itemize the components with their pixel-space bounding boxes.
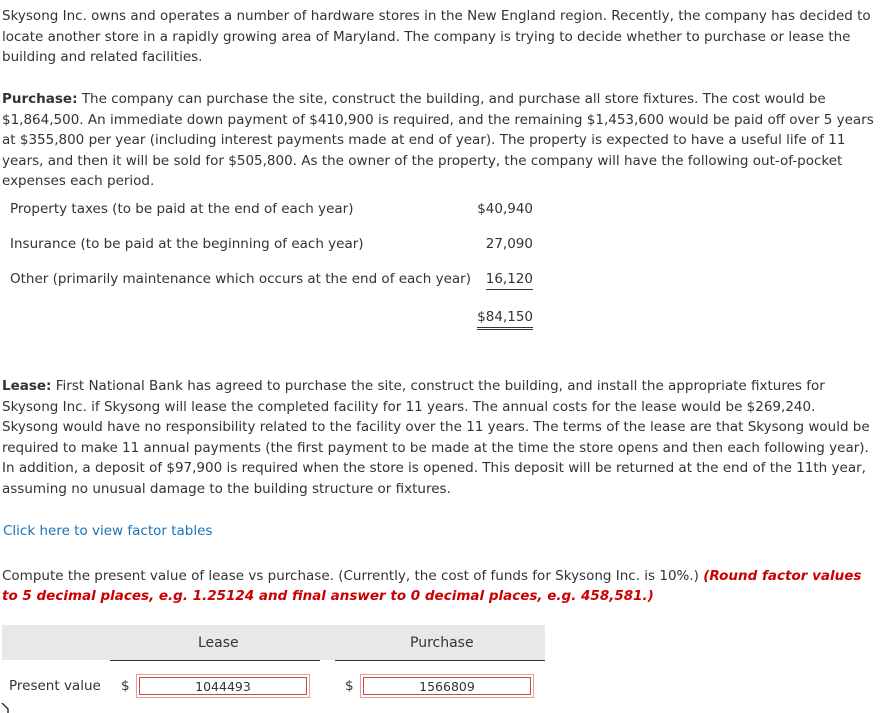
purchase-heading: Purchase: — [2, 91, 78, 107]
purchase-present-value-input[interactable]: 1566809 — [360, 674, 534, 698]
expense-insurance-value: 27,090 — [485, 236, 533, 252]
lease-column-header: Lease — [198, 635, 239, 651]
factor-tables-link[interactable]: Click here to view factor tables — [3, 523, 213, 539]
expense-total-value: $84,150 — [477, 309, 533, 330]
purchase-text: The company can purchase the site, construct the building, and purchase all store fixtures. The cost would be $1,864,500. An immediate down payment of $410,900 is required, and the remaining $1,453,600 would be paid off over 5 years at $355,800 per year (including interest payments made at end of year). The property is expected to have a useful life of 11 years, and then it will be sold for $505,800. As the owner of the property, the company will have the following out-of-pocket expenses each period. — [2, 91, 874, 190]
purchase-header-rule — [335, 660, 545, 661]
lease-text: First National Bank has agreed to purchase the site, construct the building, and install the appropriate fixtures for Skysong Inc. if Skysong will lease the completed facility for 11 years. The annual costs for the lease would be $269,240. Skysong would have no responsibility related to the facility over the 11 years. The terms of the lease are that Skysong would be required to make 11 annual payments (the first payment to be made at the time the store opens and then each following year). In addition, a deposit of $97,900 is required when the store is opened. This deposit will be returned at the end of the 11th year, assuming no unusual damage to the building structure or fixtures. — [2, 378, 870, 497]
purchase-currency-sign: $ — [345, 678, 354, 694]
lease-present-value-input[interactable]: 1044493 — [136, 674, 310, 698]
corner-mark-icon — [0, 703, 10, 713]
lease-heading: Lease: — [2, 378, 52, 394]
expense-property-taxes-value: $40,940 — [477, 201, 533, 217]
expense-insurance-label: Insurance (to be paid at the beginning of each year) — [10, 236, 364, 252]
instruction-main: Compute the present value of lease vs purchase. (Currently, the cost of funds for Skysong Inc. is 10%.) — [2, 568, 704, 584]
expense-other-value: 16,120 — [486, 271, 533, 290]
present-value-label: Present value — [9, 678, 101, 694]
intro-paragraph: Skysong Inc. owns and operates a number of hardware stores in the New England region. Recently, the company has decided to locate another store in a rapidly growing area of Maryland. The company is trying to decide whether to purchase or lease the building and related facilities. — [2, 8, 871, 66]
rounding-instruction: (Round factor values to 5 decimal places, e.g. 1.25124 and final answer to 0 decimal places, e.g. 458,581.) — [2, 568, 862, 604]
lease-header-rule — [110, 660, 320, 661]
purchase-paragraph — [2, 89, 874, 192]
instruction-text — [2, 566, 876, 606]
purchase-column-header: Purchase — [410, 635, 474, 651]
lease-currency-sign: $ — [121, 678, 130, 694]
expense-other-label: Other (primarily maintenance which occurs at the end of each year) — [10, 271, 471, 287]
lease-paragraph — [2, 376, 874, 500]
expense-property-taxes-label: Property taxes (to be paid at the end of each year) — [10, 201, 354, 217]
